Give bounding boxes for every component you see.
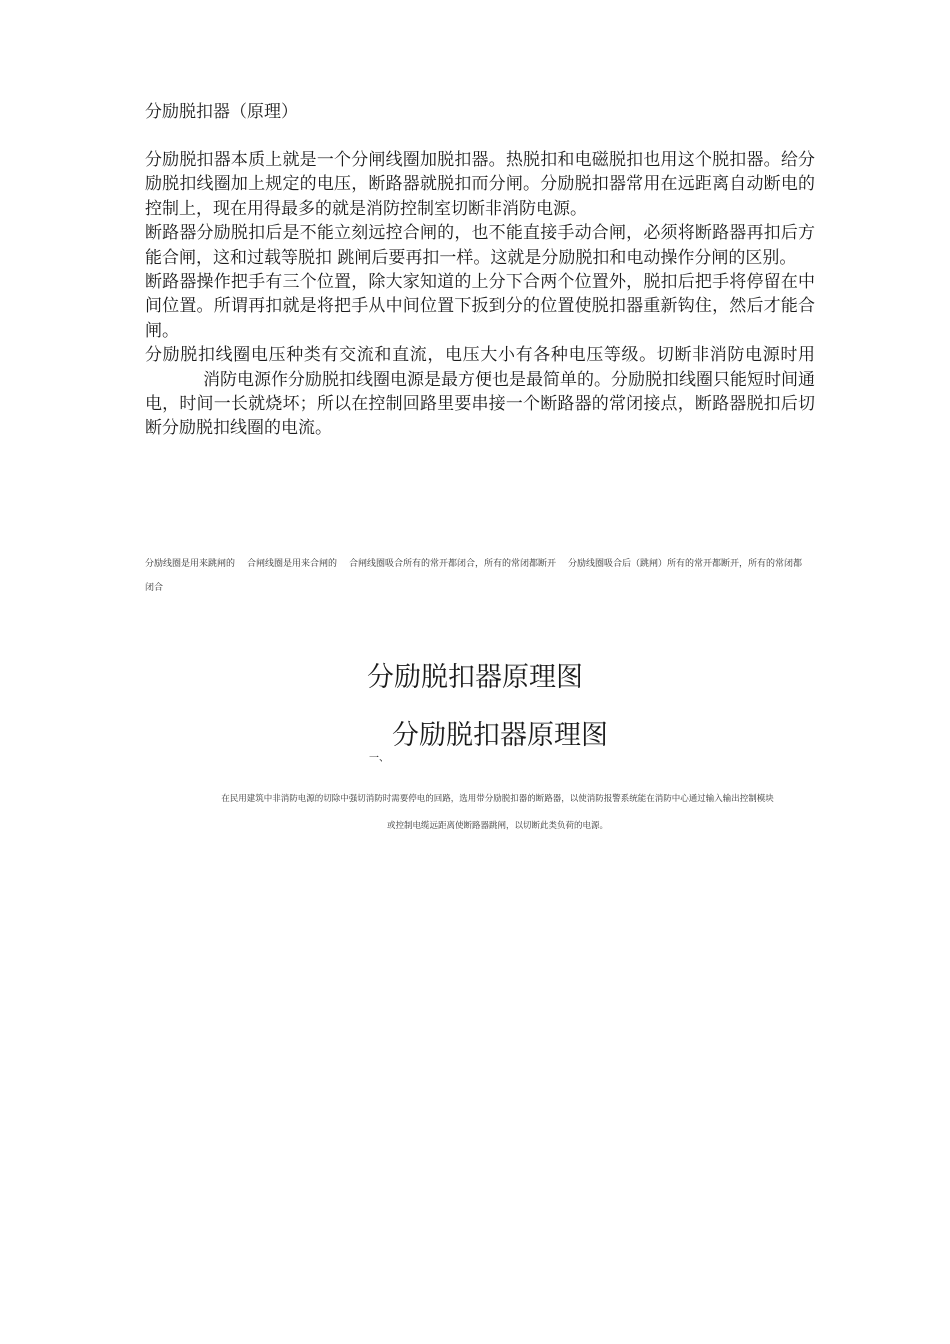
paragraph-4-part-2: 消防电源作分励脱扣线圈电源是最方便也是最简单的。分励脱扣线圈只能短时间通电，时间一长就烧坏；所以在控制回路里要串接一个断路器的常闭接点，断路器脱扣后切断分励脱扣线圈的电流。 (145, 369, 815, 439)
section-marker: 一、 (369, 753, 389, 764)
note-line-1: 在民用建筑中非消防电源的切除中强切消防时需要停电的回路，选用带分励脱扣器的断路器，以使消防报警系统能在消防中心通过输入输出控制模块 (221, 794, 774, 804)
caption-trip-coil: 分励线圈是用来跳闸的 (145, 559, 236, 569)
paragraph-2: 断路器分励脱扣后是不能立刻远控合闸的，也不能直接手动合闸，必须将断路器再扣后方能合闸，这和过载等脱扣 跳闸后要再扣一样。这就是分励脱扣和电动操作分闸的区别。 (145, 223, 815, 268)
paragraph-4-part-1: 分励脱扣线圈电压种类有交流和直流，电压大小有各种电压等级。切断非消防电源时用 (145, 345, 815, 366)
paragraph-1: 分励脱扣器本质上就是一个分闸线圈加脱扣器。热脱扣和电磁脱扣也用这个脱扣器。给分励脱扣线圈加上规定的电压，断路器就脱扣而分闸。分励脱扣器常用在远距离自动断电的控制上，现在用得最多的就是消防控制室切断非消防电源。 (145, 150, 815, 219)
caption-close-contacts: 合闸线圈吸合所有的常开都闭合，所有的常闭都断开 (349, 559, 557, 569)
figure-title-primary: 分励脱扣器原理图 (367, 662, 583, 693)
caption-trip-contacts: 分励线圈吸合后（跳闸）所有的常开都断开，所有的常闭都闭合 (145, 559, 803, 593)
application-note (175, 786, 820, 840)
caption-close-coil: 合闸线圈是用来合闸的 (247, 559, 338, 569)
diagram-caption (145, 552, 810, 600)
document-title: 分励脱扣器（原理） (145, 102, 298, 122)
body-text (145, 148, 815, 441)
paragraph-3: 断路器操作把手有三个位置，除大家知道的上分下合两个位置外，脱扣后把手将停留在中间位置。所谓再扣就是将把手从中间位置下扳到分的位置使脱扣器重新钩住，然后才能合闸。 (145, 272, 815, 341)
figure-title-secondary: 分励脱扣器原理图 (392, 720, 608, 751)
note-line-2: 或控制电缆远距离使断路器跳闸，以切断此类负荷的电源。 (386, 821, 608, 831)
paragraph-4 (145, 343, 815, 441)
